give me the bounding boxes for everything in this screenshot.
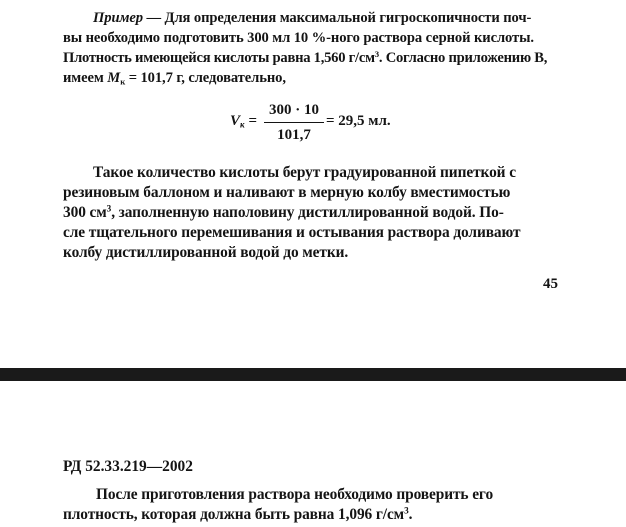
page-number: 45: [543, 276, 558, 292]
paragraph-line-3: 300 $см^3$, заполненную наполовину дистиллированной водой. По-: [63, 203, 504, 221]
volume-formula: [230, 100, 430, 146]
formula-fraction: [264, 100, 324, 145]
p2-line-2: плотность, которая должна быть равна 1,096 $г/см^3$.: [63, 505, 413, 523]
example-line-4: имеем $M_к = 101,7$ г, следовательно,: [63, 70, 286, 87]
example-label: Пример: [93, 10, 143, 26]
next-page: [0, 381, 626, 527]
p2-line-1: После приготовления раствора необходимо проверить его: [96, 486, 494, 503]
example-line-3: Плотность имеющейся кислоты равна 1,560 $г/см^3$. Согласно приложению В,: [63, 48, 548, 66]
paragraph-line-5: колбу дистиллированной водой до метки.: [63, 244, 349, 261]
page-divider: [0, 368, 626, 381]
fraction-bar: [264, 122, 324, 123]
formula-numerator: 300 · 10: [268, 102, 319, 118]
formula-denominator: 101,7: [277, 127, 311, 143]
paragraph-line-2: резиновым баллоном и наливают в мерную колбу вместимостью: [63, 184, 511, 201]
formula-lhs: $V_к$ =: [230, 113, 257, 130]
example-line-2: вы необходимо подготовить 300 мл 10 %-ного раствора серной кислоты.: [63, 30, 534, 46]
paragraph-line-1: Такое количество кислоты берут градуированной пипеткой с: [93, 164, 516, 181]
formula-result: = 29,5 мл.: [326, 113, 391, 129]
example-line-1: Пример — Для определения максимальной гигроскопичности поч-: [93, 10, 532, 26]
document-code: РД 52.33.219—2002: [63, 458, 193, 475]
paragraph-line-4: сле тщательного перемешивания и остывания раствора доливают: [63, 224, 521, 241]
